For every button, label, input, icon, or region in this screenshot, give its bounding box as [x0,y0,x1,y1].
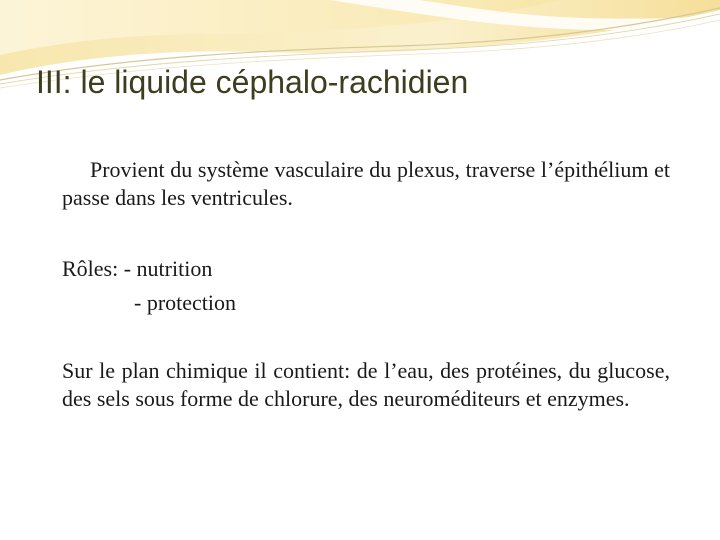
paragraph-origin: Provient du système vasculaire du plexus, traverse l’épithélium et passe dans les ventricules. [62,157,670,210]
roles-list [62,255,670,317]
slide-title: III: le liquide céphalo-rachidien [36,64,469,100]
slide-body [62,156,670,413]
roles-line-protection: - protection [134,290,237,315]
paragraph-composition: Sur le plan chimique il contient: de l’eau, des protéines, du glucose, des sels sous forme de chlorure, des neuroméditeurs et enzymes. [62,358,670,411]
roles-line-nutrition: Rôles: - nutrition [62,256,213,281]
